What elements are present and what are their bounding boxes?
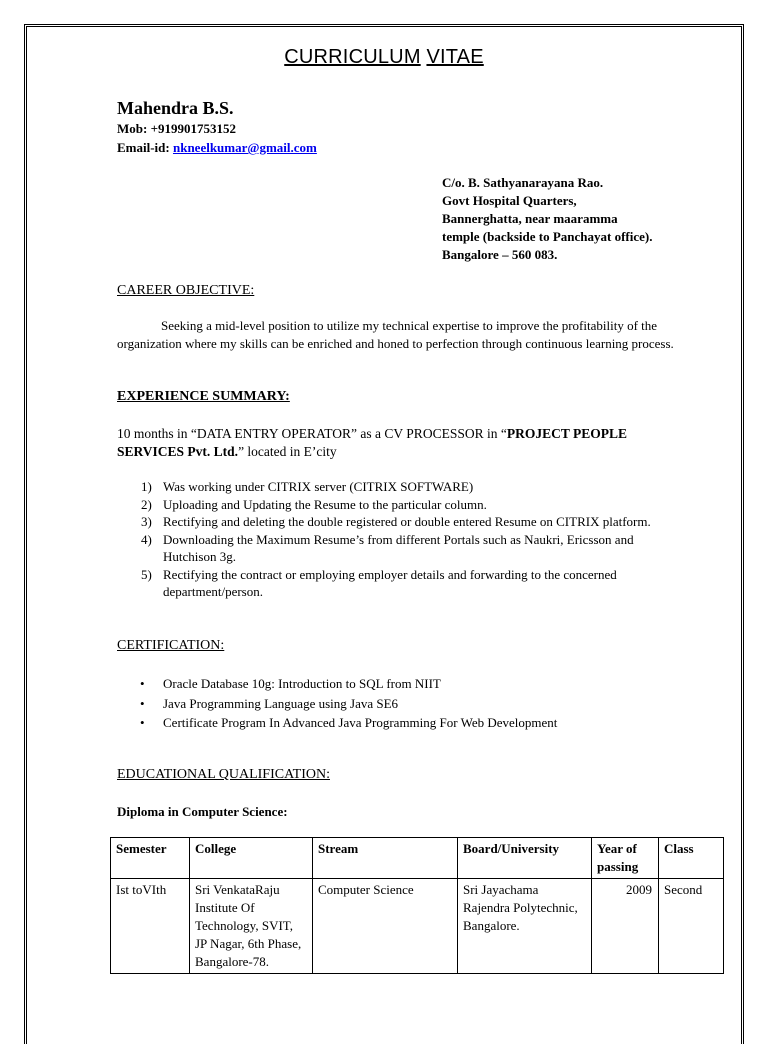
list-item-text: Rectifying the contract or employing employer details and forwarding to the concerned department/person. — [163, 566, 617, 599]
list-number: 4) — [141, 531, 152, 547]
list-item-text: Uploading and Updating the Resume to the particular column. — [163, 496, 487, 512]
address-line-5: Bangalore – 560 083. — [442, 247, 558, 262]
list-item-text: Was working under CITRIX server (CITRIX SOFTWARE) — [163, 479, 474, 494]
email-link[interactable]: nkneelkumar@gmail.com — [172, 140, 317, 155]
experience-intro-part1: 10 months in “DATA ENTRY OPERATOR” as a CV PROCESSOR in “ — [117, 426, 507, 441]
list-item — [117, 531, 677, 566]
table-cell: Sri Jayachama Rajendra Polytechnic, Bangalore. — [458, 879, 592, 974]
document-title — [0, 46, 768, 69]
certification-item: Oracle Database 10g: Introduction to SQL from NIIT — [163, 676, 441, 691]
column-header: Class — [659, 838, 724, 879]
list-number: 5) — [141, 566, 152, 582]
list-item-text: Rectifying and deleting the double registered or double entered Resume on CITRIX platform. — [163, 514, 651, 529]
career-objective-body: Seeking a mid-level position to utilize my technical expertise to improve the profitability of the organization where my skills can be enriched and honed to perfection through continuous learning process. — [117, 318, 674, 351]
certification-item: Java Programming Language using Java SE6 — [163, 695, 399, 711]
list-item — [117, 566, 677, 601]
column-header: Semester — [111, 838, 190, 879]
experience-list — [117, 478, 677, 601]
experience-summary-heading: EXPERIENCE SUMMARY: — [117, 389, 290, 404]
table-header-row — [111, 838, 724, 879]
table-cell: 2009 — [592, 879, 659, 974]
title-word-curriculum: CURRICULUM — [284, 46, 421, 68]
email-line — [117, 140, 317, 156]
bullet-icon: • — [140, 676, 145, 691]
experience-intro-part2: ” located in E’city — [238, 444, 337, 459]
email-label: Email-id: — [117, 140, 173, 155]
bullet-icon: • — [140, 695, 145, 711]
list-item-text: Downloading the Maximum Resume’s from different Portals such as Naukri, Ericsson and Hutchison 3g. — [163, 531, 634, 564]
column-header: College — [190, 838, 313, 879]
mobile-number: Mob: +919901753152 — [117, 121, 236, 136]
list-item — [117, 496, 677, 514]
column-header: Year of passing — [592, 838, 659, 879]
experience-intro — [117, 425, 677, 461]
address-line-2: Govt Hospital Quarters, — [442, 193, 577, 208]
list-number: 3) — [141, 514, 152, 529]
bullet-icon: • — [140, 715, 145, 730]
education-heading: EDUCATIONAL QUALIFICATION: — [117, 767, 330, 782]
certification-heading: CERTIFICATION: — [117, 638, 225, 653]
column-header: Board/University — [458, 838, 592, 879]
table-cell: Second — [659, 879, 724, 974]
list-number: 1) — [141, 479, 152, 494]
address-line-3: Bannerghatta, near maaramma — [442, 211, 618, 226]
table-cell: Sri VenkataRaju Institute Of Technology, SVIT, JP Nagar, 6th Phase, Bangalore-78. — [190, 879, 313, 974]
list-item — [117, 478, 677, 496]
column-header: Stream — [313, 838, 458, 879]
career-objective-heading: CAREER OBJECTIVE: — [117, 283, 255, 298]
table-cell: Computer Science — [313, 879, 458, 974]
career-objective-text — [117, 317, 677, 353]
address-line-1: C/o. B. Sathyanarayana Rao. — [442, 175, 604, 190]
list-item — [117, 513, 677, 531]
certification-list — [140, 674, 557, 733]
list-item — [140, 713, 557, 733]
title-word-vitae: VITAE — [426, 46, 484, 68]
company-name: PROJECT PEOPLE SERVICES Pvt. Ltd. — [117, 426, 627, 459]
table-row — [111, 879, 724, 974]
candidate-name: Mahendra B.S. — [117, 98, 234, 118]
list-item — [140, 674, 557, 694]
list-number: 2) — [141, 496, 152, 512]
certification-item: Certificate Program In Advanced Java Programming For Web Development — [163, 715, 558, 730]
education-table — [110, 837, 724, 974]
education-subheading: Diploma in Computer Science: — [117, 804, 288, 819]
list-item — [140, 694, 557, 714]
table-cell: Ist toVIth — [111, 879, 190, 974]
address-line-4: temple (backside to Panchayat office). — [442, 229, 653, 244]
